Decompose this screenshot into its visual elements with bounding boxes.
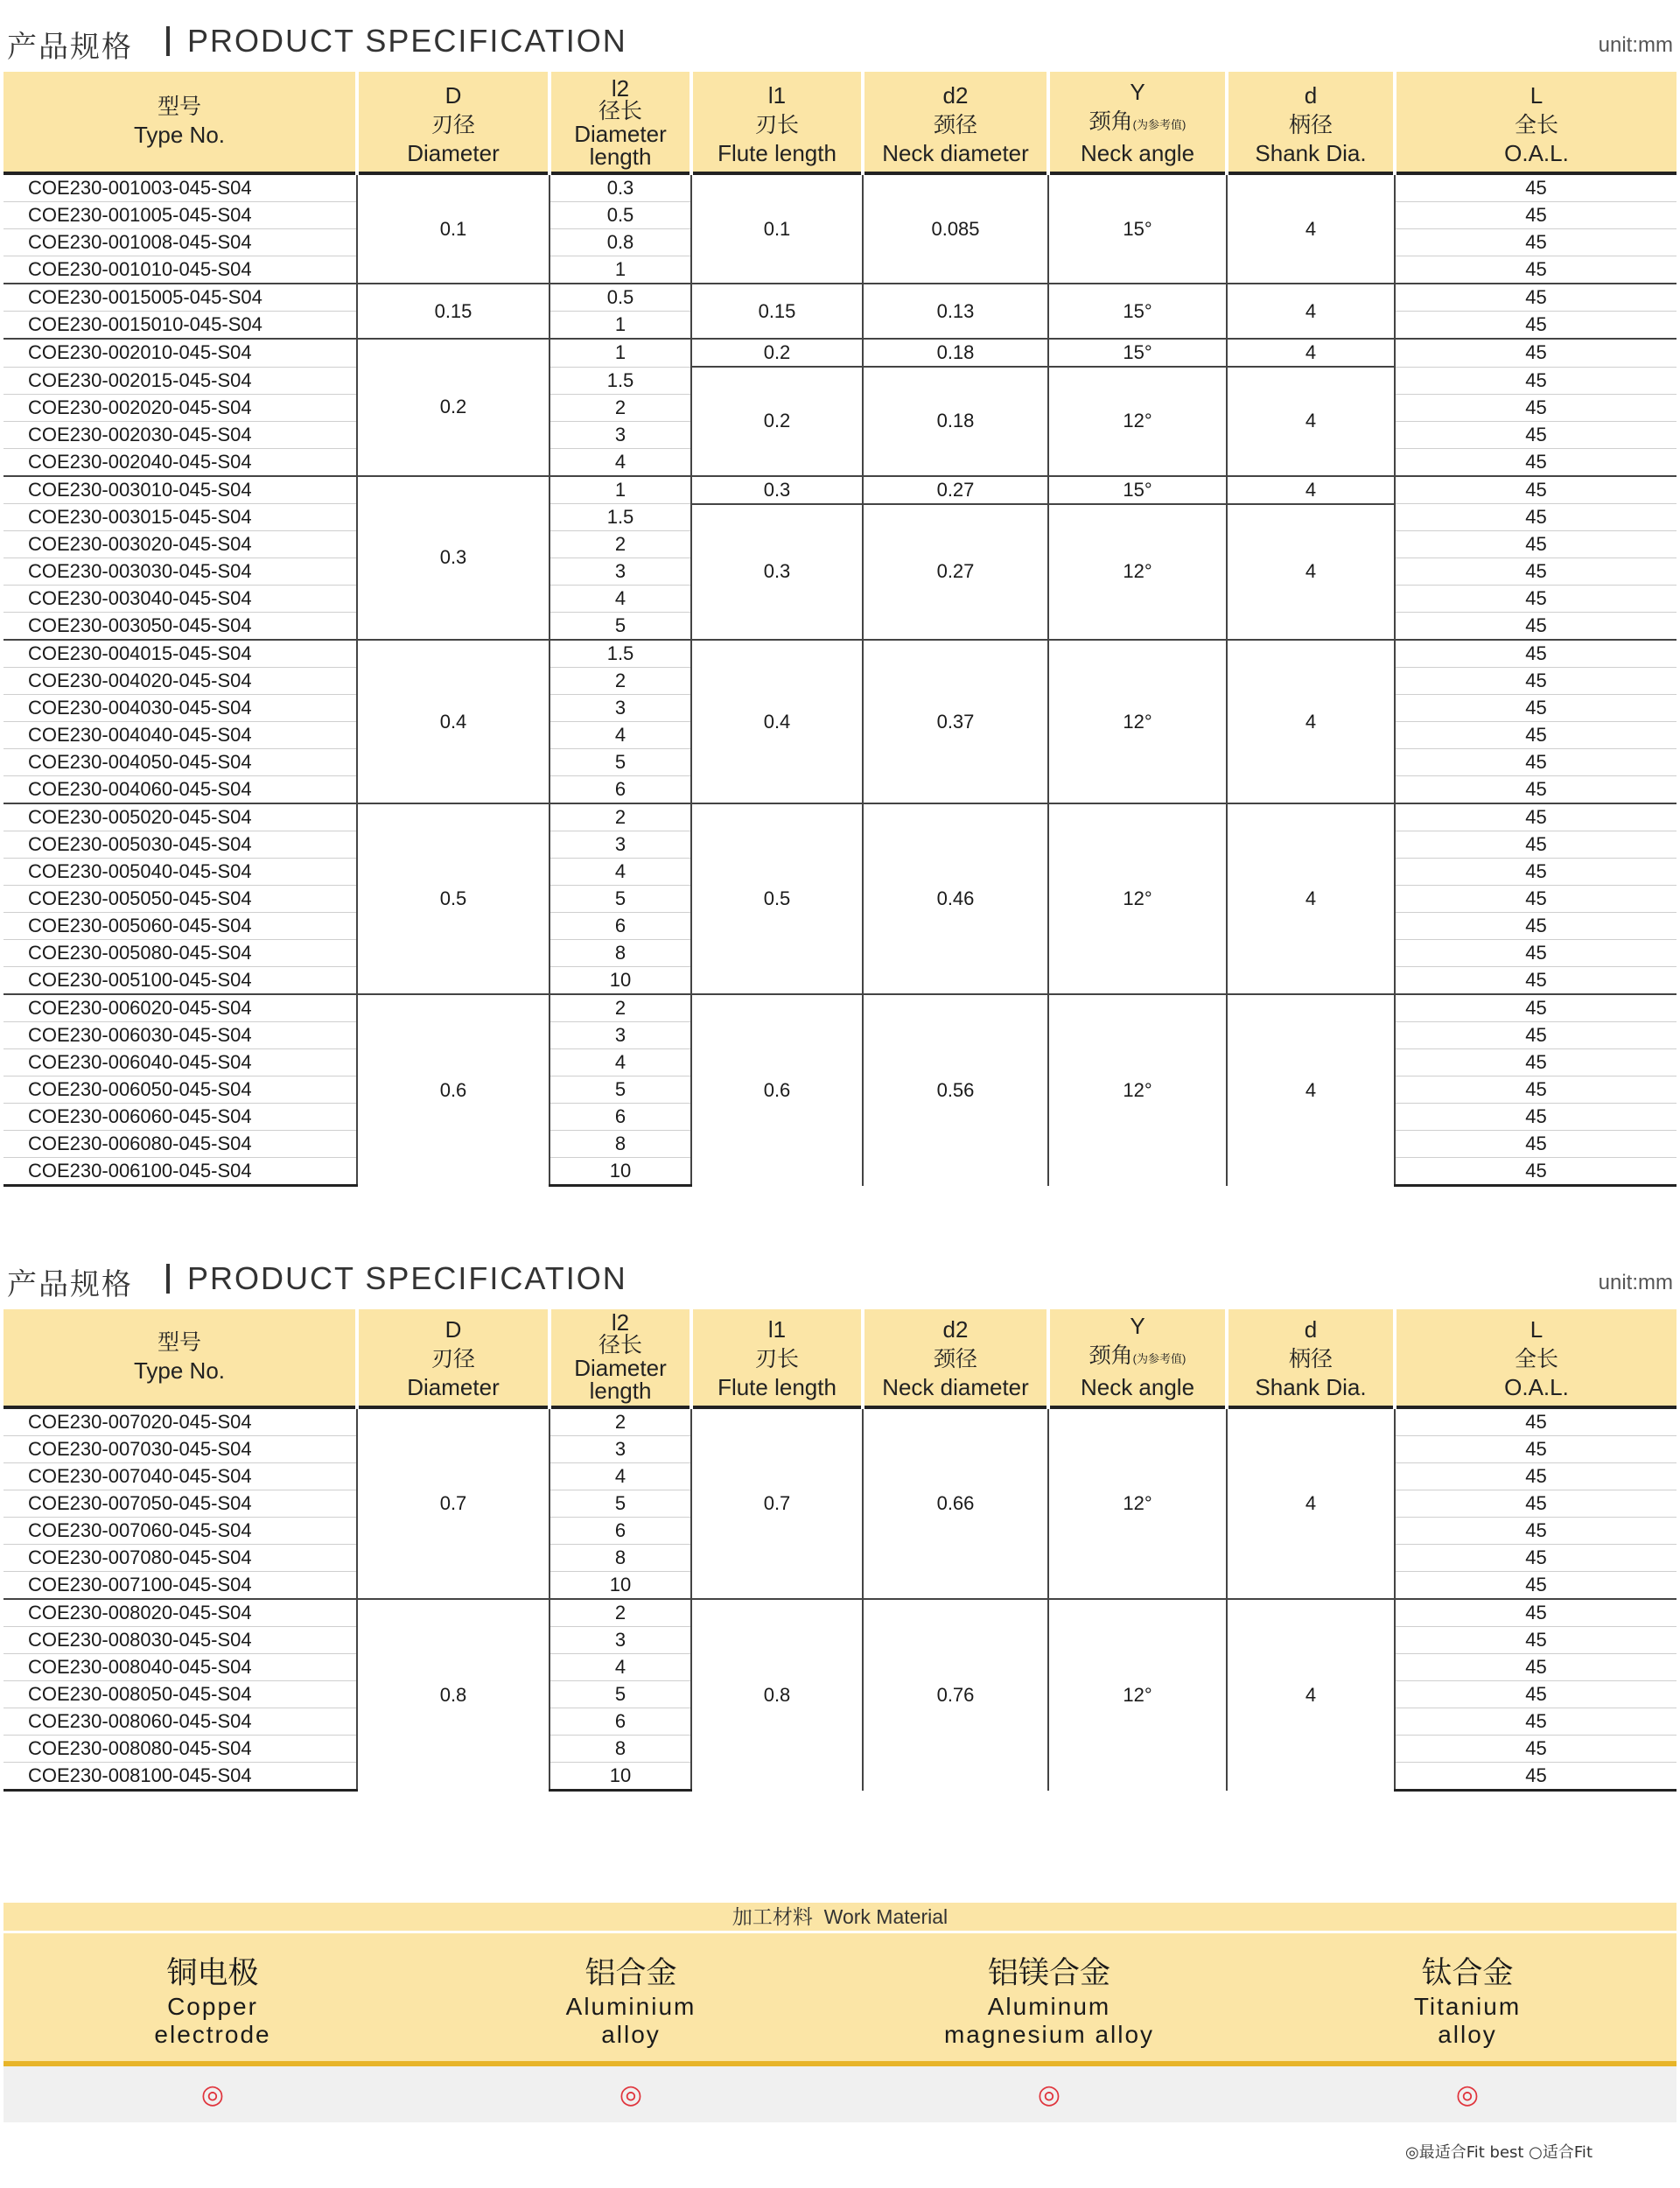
cell-type-no: COE230-002030-045-S04 <box>4 421 357 448</box>
cell-diameter-length: 4 <box>550 1049 691 1076</box>
cell-neck-angle: 12° <box>1048 1407 1227 1599</box>
cell-type-no: COE230-007050-045-S04 <box>4 1490 357 1518</box>
cell-flute-length: 0.5 <box>691 803 863 994</box>
cell-diameter-length: 2 <box>550 531 691 558</box>
cell-diameter-length: 4 <box>550 448 691 476</box>
cell-diameter-length: 4 <box>550 859 691 886</box>
cell-type-no: COE230-003050-045-S04 <box>4 613 357 641</box>
cell-type-no: COE230-002040-045-S04 <box>4 448 357 476</box>
table-row <box>4 640 1676 668</box>
divider <box>166 26 170 56</box>
cell-diameter-length: 5 <box>550 1681 691 1708</box>
cell-type-no: COE230-003010-045-S04 <box>4 476 357 504</box>
cell-oal: 45 <box>1395 1763 1676 1791</box>
cell-type-no: COE230-003030-045-S04 <box>4 558 357 586</box>
cell-diameter: 0.5 <box>357 803 550 994</box>
fit-mark-icon: ◎ <box>1037 2079 1061 2109</box>
cell-type-no: COE230-001003-045-S04 <box>4 173 357 202</box>
cell-neck-angle: 12° <box>1048 367 1227 476</box>
cell-oal: 45 <box>1395 421 1676 448</box>
table-row <box>4 284 1676 312</box>
cell-neck-angle: 15° <box>1048 284 1227 339</box>
cell-shank-dia: 4 <box>1227 1407 1395 1599</box>
cell-diameter-length: 3 <box>550 831 691 859</box>
cell-diameter: 0.7 <box>357 1407 550 1599</box>
cell-oal: 45 <box>1395 1708 1676 1736</box>
cell-oal: 45 <box>1395 886 1676 913</box>
cell-oal: 45 <box>1395 1131 1676 1158</box>
cell-flute-length: 0.3 <box>691 476 863 504</box>
cell-oal: 45 <box>1395 1490 1676 1518</box>
cell-shank-dia: 4 <box>1227 476 1395 504</box>
cell-diameter-length: 10 <box>550 1158 691 1186</box>
table-row <box>4 1599 1676 1627</box>
cell-type-no: COE230-004040-045-S04 <box>4 722 357 749</box>
cell-type-no: COE230-006040-045-S04 <box>4 1049 357 1076</box>
cell-neck-diameter: 0.18 <box>863 339 1048 367</box>
cell-oal: 45 <box>1395 1022 1676 1049</box>
cell-oal: 45 <box>1395 722 1676 749</box>
cell-diameter-length: 6 <box>550 1104 691 1131</box>
col-header-d2: d2 颈径 Neck diameter <box>863 72 1048 173</box>
cell-oal: 45 <box>1395 339 1676 367</box>
cell-oal: 45 <box>1395 1049 1676 1076</box>
cell-oal: 45 <box>1395 394 1676 421</box>
cell-oal: 45 <box>1395 1572 1676 1600</box>
cell-diameter-length: 2 <box>550 994 691 1022</box>
cell-diameter-length: 0.5 <box>550 284 691 312</box>
col-header-type: 型号 Type No. <box>4 72 357 173</box>
cell-type-no: COE230-005050-045-S04 <box>4 886 357 913</box>
cell-neck-angle: 12° <box>1048 803 1227 994</box>
cell-type-no: COE230-007100-045-S04 <box>4 1572 357 1600</box>
fit-mark-icon: ◎ <box>619 2079 643 2109</box>
cell-oal: 45 <box>1395 1436 1676 1463</box>
cell-diameter-length: 1 <box>550 256 691 284</box>
cell-type-no: COE230-005060-045-S04 <box>4 913 357 940</box>
cell-oal: 45 <box>1395 1463 1676 1490</box>
col-header-shank: d 柄径 Shank Dia. <box>1227 1309 1395 1407</box>
cell-flute-length: 0.2 <box>691 367 863 476</box>
cell-diameter-length: 2 <box>550 1407 691 1436</box>
cell-type-no: COE230-005020-045-S04 <box>4 803 357 831</box>
cell-oal: 45 <box>1395 367 1676 394</box>
cell-diameter: 0.8 <box>357 1599 550 1791</box>
col-header-neck-angle: Y 颈角(为参考值) Neck angle <box>1048 1309 1227 1407</box>
unit-label: unit:mm <box>1598 33 1673 57</box>
col-header-diameter: D 刃径 Diameter <box>357 72 550 173</box>
cell-oal: 45 <box>1395 749 1676 776</box>
col-header-neck-angle: Y 颈角(为参考值) Neck angle <box>1048 72 1227 173</box>
cell-diameter-length: 0.8 <box>550 229 691 256</box>
legend: ◎最适合Fit best ○适合Fit <box>1405 2143 1592 2162</box>
work-material-panel <box>4 1903 1676 2122</box>
cell-type-no: COE230-001005-045-S04 <box>4 202 357 229</box>
cell-neck-angle: 12° <box>1048 504 1227 641</box>
cell-oal: 45 <box>1395 1599 1676 1627</box>
col-header-type: 型号 Type No. <box>4 1309 357 1407</box>
cell-diameter-length: 5 <box>550 1076 691 1104</box>
fit-mark-icon: ◎ <box>1455 2079 1480 2109</box>
table-row <box>4 803 1676 831</box>
cell-diameter-length: 6 <box>550 1708 691 1736</box>
cell-oal: 45 <box>1395 504 1676 531</box>
table-row <box>4 367 1676 394</box>
cell-type-no: COE230-002015-045-S04 <box>4 367 357 394</box>
cell-diameter-length: 0.5 <box>550 202 691 229</box>
section-title-en: PRODUCT SPECIFICATION <box>187 23 627 59</box>
cell-diameter: 0.6 <box>357 994 550 1186</box>
cell-flute-length: 0.1 <box>691 173 863 284</box>
cell-neck-angle: 12° <box>1048 1599 1227 1791</box>
cell-type-no: COE230-004020-045-S04 <box>4 668 357 695</box>
col-header-l1: l1 刃长 Flute length <box>691 72 863 173</box>
cell-oal: 45 <box>1395 531 1676 558</box>
cell-oal: 45 <box>1395 558 1676 586</box>
cell-diameter-length: 6 <box>550 1518 691 1545</box>
cell-shank-dia: 4 <box>1227 339 1395 367</box>
cell-diameter-length: 4 <box>550 1654 691 1681</box>
cell-oal: 45 <box>1395 1681 1676 1708</box>
cell-type-no: COE230-005100-045-S04 <box>4 967 357 995</box>
cell-shank-dia: 4 <box>1227 173 1395 284</box>
cell-shank-dia: 4 <box>1227 640 1395 803</box>
cell-diameter-length: 6 <box>550 913 691 940</box>
cell-oal: 45 <box>1395 586 1676 613</box>
col-header-l2: l2 径长 Diameter length <box>550 72 691 173</box>
cell-oal: 45 <box>1395 1104 1676 1131</box>
cell-diameter-length: 0.3 <box>550 173 691 202</box>
cell-type-no: COE230-003015-045-S04 <box>4 504 357 531</box>
cell-diameter-length: 2 <box>550 1599 691 1627</box>
cell-diameter-length: 8 <box>550 1736 691 1763</box>
col-header-d2: d2 颈径 Neck diameter <box>863 1309 1048 1407</box>
cell-oal: 45 <box>1395 695 1676 722</box>
cell-shank-dia: 4 <box>1227 1599 1395 1791</box>
cell-type-no: COE230-006100-045-S04 <box>4 1158 357 1186</box>
cell-shank-dia: 4 <box>1227 367 1395 476</box>
cell-diameter-length: 3 <box>550 421 691 448</box>
cell-type-no: COE230-001008-045-S04 <box>4 229 357 256</box>
cell-diameter-length: 2 <box>550 803 691 831</box>
cell-oal: 45 <box>1395 1627 1676 1654</box>
cell-flute-length: 0.6 <box>691 994 863 1186</box>
cell-oal: 45 <box>1395 256 1676 284</box>
cell-diameter-length: 5 <box>550 613 691 641</box>
cell-neck-angle: 12° <box>1048 640 1227 803</box>
cell-diameter-length: 10 <box>550 1572 691 1600</box>
cell-diameter-length: 8 <box>550 1545 691 1572</box>
material-al-mg: 铝镁合金 Aluminum magnesium alloy <box>943 1956 1155 2048</box>
cell-neck-diameter: 0.76 <box>863 1599 1048 1791</box>
cell-oal: 45 <box>1395 940 1676 967</box>
cell-oal: 45 <box>1395 448 1676 476</box>
cell-neck-diameter: 0.27 <box>863 476 1048 504</box>
cell-type-no: COE230-007060-045-S04 <box>4 1518 357 1545</box>
col-header-oal: L 全长 O.A.L. <box>1395 1309 1676 1407</box>
cell-shank-dia: 4 <box>1227 803 1395 994</box>
cell-diameter: 0.15 <box>357 284 550 339</box>
cell-diameter-length: 1.5 <box>550 640 691 668</box>
cell-flute-length: 0.8 <box>691 1599 863 1791</box>
cell-diameter-length: 6 <box>550 776 691 804</box>
table-row <box>4 1407 1676 1436</box>
cell-diameter-length: 4 <box>550 722 691 749</box>
cell-oal: 45 <box>1395 284 1676 312</box>
section-title-en: PRODUCT SPECIFICATION <box>187 1260 627 1296</box>
cell-type-no: COE230-008060-045-S04 <box>4 1708 357 1736</box>
table-row <box>4 504 1676 531</box>
cell-oal: 45 <box>1395 859 1676 886</box>
cell-diameter-length: 3 <box>550 1436 691 1463</box>
cell-type-no: COE230-004060-045-S04 <box>4 776 357 804</box>
cell-diameter: 0.1 <box>357 173 550 284</box>
cell-type-no: COE230-0015010-045-S04 <box>4 312 357 340</box>
cell-shank-dia: 4 <box>1227 994 1395 1186</box>
table-row <box>4 173 1676 202</box>
cell-neck-diameter: 0.27 <box>863 504 1048 641</box>
cell-neck-diameter: 0.13 <box>863 284 1048 339</box>
cell-type-no: COE230-002020-045-S04 <box>4 394 357 421</box>
cell-oal: 45 <box>1395 913 1676 940</box>
cell-type-no: COE230-006030-045-S04 <box>4 1022 357 1049</box>
cell-diameter-length: 8 <box>550 1131 691 1158</box>
cell-diameter-length: 1.5 <box>550 504 691 531</box>
cell-diameter-length: 5 <box>550 1490 691 1518</box>
cell-oal: 45 <box>1395 202 1676 229</box>
cell-oal: 45 <box>1395 967 1676 995</box>
cell-diameter-length: 4 <box>550 586 691 613</box>
cell-diameter-length: 5 <box>550 886 691 913</box>
cell-type-no: COE230-005040-045-S04 <box>4 859 357 886</box>
cell-type-no: COE230-005080-045-S04 <box>4 940 357 967</box>
cell-neck-angle: 15° <box>1048 339 1227 367</box>
spec-table-1 <box>4 72 1676 1187</box>
cell-flute-length: 0.2 <box>691 339 863 367</box>
cell-diameter-length: 10 <box>550 1763 691 1791</box>
cell-diameter: 0.2 <box>357 339 550 476</box>
cell-type-no: COE230-007030-045-S04 <box>4 1436 357 1463</box>
cell-oal: 45 <box>1395 476 1676 504</box>
cell-type-no: COE230-004015-045-S04 <box>4 640 357 668</box>
cell-diameter-length: 3 <box>550 1022 691 1049</box>
section-title-cn: 产品规格 <box>7 30 133 65</box>
cell-type-no: COE230-006020-045-S04 <box>4 994 357 1022</box>
cell-diameter-length: 8 <box>550 940 691 967</box>
cell-type-no: COE230-008050-045-S04 <box>4 1681 357 1708</box>
cell-oal: 45 <box>1395 1654 1676 1681</box>
spec-table-2 <box>4 1309 1676 1792</box>
cell-diameter-length: 3 <box>550 558 691 586</box>
cell-oal: 45 <box>1395 613 1676 641</box>
cell-diameter-length: 1.5 <box>550 367 691 394</box>
table-row <box>4 476 1676 504</box>
cell-type-no: COE230-007080-045-S04 <box>4 1545 357 1572</box>
cell-diameter-length: 1 <box>550 339 691 367</box>
material-copper: 铜电极 Copper electrode <box>154 1956 271 2048</box>
material-titanium: 钛合金 Titanium alloy <box>1413 1956 1522 2048</box>
cell-neck-diameter: 0.66 <box>863 1407 1048 1599</box>
cell-type-no: COE230-002010-045-S04 <box>4 339 357 367</box>
cell-type-no: COE230-008040-045-S04 <box>4 1654 357 1681</box>
divider <box>166 1264 170 1294</box>
cell-type-no: COE230-001010-045-S04 <box>4 256 357 284</box>
cell-type-no: COE230-007020-045-S04 <box>4 1407 357 1436</box>
cell-neck-angle: 15° <box>1048 476 1227 504</box>
cell-neck-diameter: 0.085 <box>863 173 1048 284</box>
col-header-diameter: D 刃径 Diameter <box>357 1309 550 1407</box>
cell-type-no: COE230-003020-045-S04 <box>4 531 357 558</box>
cell-oal: 45 <box>1395 1407 1676 1436</box>
cell-type-no: COE230-004050-045-S04 <box>4 749 357 776</box>
cell-oal: 45 <box>1395 1545 1676 1572</box>
cell-oal: 45 <box>1395 776 1676 804</box>
table-row <box>4 339 1676 367</box>
cell-neck-angle: 12° <box>1048 994 1227 1186</box>
col-header-l2: l2 径长 Diameter length <box>550 1309 691 1407</box>
cell-oal: 45 <box>1395 994 1676 1022</box>
cell-shank-dia: 4 <box>1227 284 1395 339</box>
cell-diameter-length: 3 <box>550 1627 691 1654</box>
section-header-2 <box>7 1252 1673 1301</box>
cell-flute-length: 0.3 <box>691 504 863 641</box>
cell-oal: 45 <box>1395 640 1676 668</box>
col-header-l1: l1 刃长 Flute length <box>691 1309 863 1407</box>
cell-oal: 45 <box>1395 803 1676 831</box>
cell-type-no: COE230-005030-045-S04 <box>4 831 357 859</box>
cell-neck-diameter: 0.46 <box>863 803 1048 994</box>
cell-diameter-length: 10 <box>550 967 691 995</box>
cell-neck-angle: 15° <box>1048 173 1227 284</box>
section-title-cn: 产品规格 <box>7 1267 133 1302</box>
cell-neck-diameter: 0.37 <box>863 640 1048 803</box>
cell-diameter: 0.3 <box>357 476 550 641</box>
cell-neck-diameter: 0.18 <box>863 367 1048 476</box>
fit-mark-icon: ◎ <box>200 2079 225 2109</box>
cell-diameter-length: 1 <box>550 312 691 340</box>
cell-neck-diameter: 0.56 <box>863 994 1048 1186</box>
cell-diameter-length: 2 <box>550 394 691 421</box>
cell-flute-length: 0.7 <box>691 1407 863 1599</box>
cell-diameter-length: 3 <box>550 695 691 722</box>
cell-type-no: COE230-006080-045-S04 <box>4 1131 357 1158</box>
cell-diameter-length: 1 <box>550 476 691 504</box>
cell-oal: 45 <box>1395 668 1676 695</box>
cell-flute-length: 0.4 <box>691 640 863 803</box>
cell-type-no: COE230-008080-045-S04 <box>4 1736 357 1763</box>
cell-oal: 45 <box>1395 1736 1676 1763</box>
cell-type-no: COE230-008100-045-S04 <box>4 1763 357 1791</box>
cell-flute-length: 0.15 <box>691 284 863 339</box>
cell-oal: 45 <box>1395 1158 1676 1186</box>
cell-type-no: COE230-0015005-045-S04 <box>4 284 357 312</box>
cell-type-no: COE230-008020-045-S04 <box>4 1599 357 1627</box>
material-aluminium: 铝合金 Aluminium alloy <box>565 1956 696 2048</box>
col-header-oal: L 全长 O.A.L. <box>1395 72 1676 173</box>
cell-diameter-length: 5 <box>550 749 691 776</box>
cell-shank-dia: 4 <box>1227 504 1395 641</box>
unit-label: unit:mm <box>1598 1271 1673 1294</box>
cell-type-no: COE230-007040-045-S04 <box>4 1463 357 1490</box>
cell-oal: 45 <box>1395 173 1676 202</box>
work-material-title: 加工材料 Work Material <box>4 1903 1676 1933</box>
cell-diameter: 0.4 <box>357 640 550 803</box>
cell-oal: 45 <box>1395 1518 1676 1545</box>
col-header-shank: d 柄径 Shank Dia. <box>1227 72 1395 173</box>
cell-oal: 45 <box>1395 229 1676 256</box>
cell-oal: 45 <box>1395 312 1676 340</box>
table-row <box>4 994 1676 1022</box>
cell-diameter-length: 4 <box>550 1463 691 1490</box>
cell-type-no: COE230-004030-045-S04 <box>4 695 357 722</box>
cell-type-no: COE230-006050-045-S04 <box>4 1076 357 1104</box>
section-header-1 <box>7 14 1673 63</box>
cell-type-no: COE230-003040-045-S04 <box>4 586 357 613</box>
cell-oal: 45 <box>1395 831 1676 859</box>
cell-oal: 45 <box>1395 1076 1676 1104</box>
cell-diameter-length: 2 <box>550 668 691 695</box>
cell-type-no: COE230-006060-045-S04 <box>4 1104 357 1131</box>
cell-type-no: COE230-008030-045-S04 <box>4 1627 357 1654</box>
